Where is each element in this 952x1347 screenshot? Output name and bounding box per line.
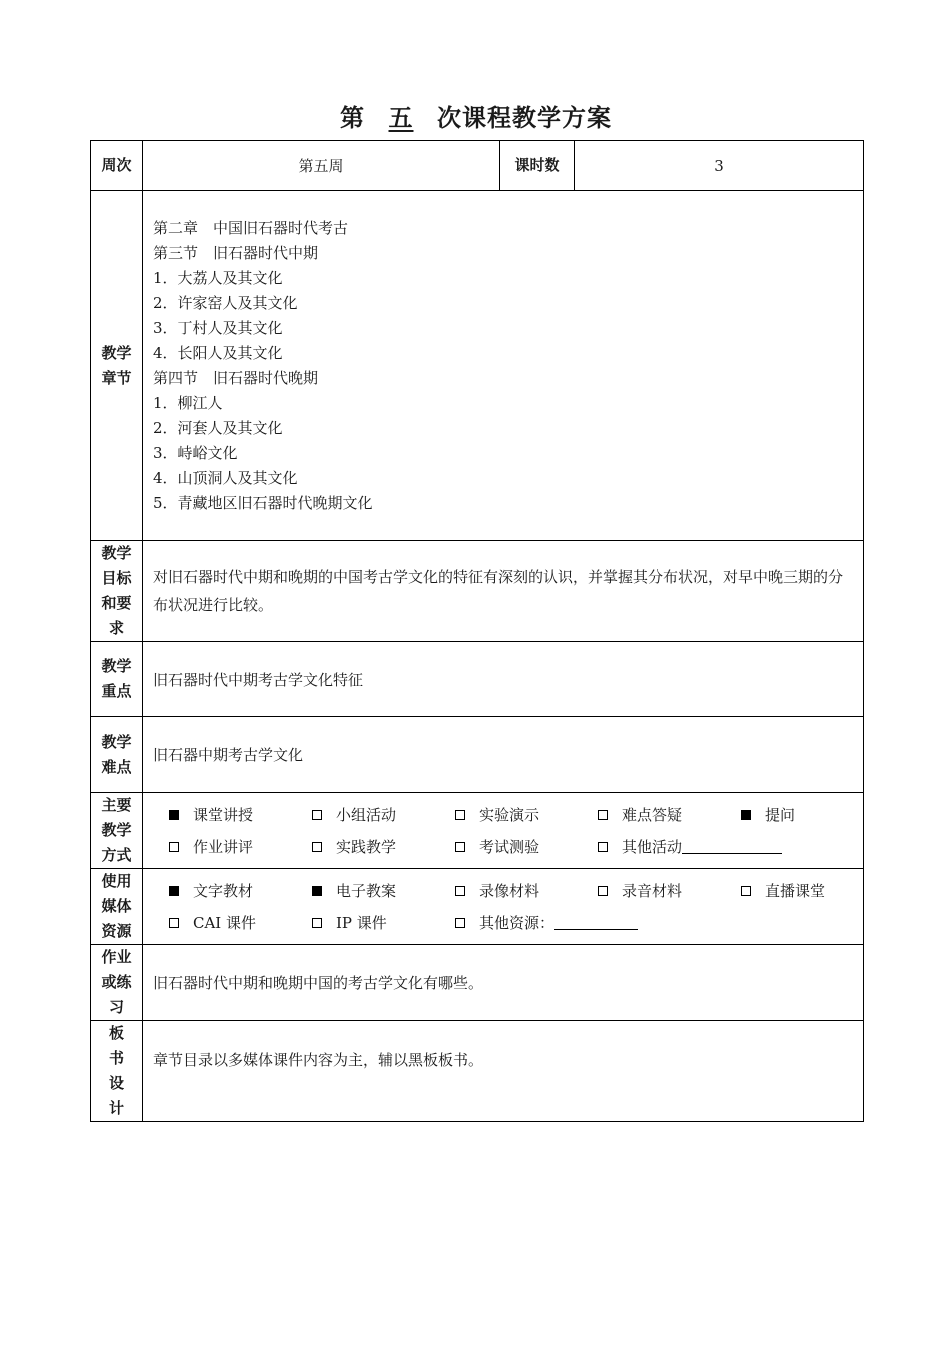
checkbox-icon[interactable] bbox=[312, 842, 322, 852]
chapter-line: 2．河套人及其文化 bbox=[153, 418, 283, 437]
goals-label-line: 目标 bbox=[101, 569, 132, 587]
difficulties-label bbox=[91, 717, 143, 793]
chapter-line: 5．青藏地区旧石器时代晚期文化 bbox=[153, 493, 373, 512]
chapter-list bbox=[153, 216, 855, 516]
method-option-questions[interactable] bbox=[741, 804, 795, 825]
option-label: 文字教材 bbox=[193, 882, 254, 900]
board-label-line: 计 bbox=[108, 1099, 124, 1117]
media-options bbox=[143, 869, 864, 945]
homework-label bbox=[91, 945, 143, 1021]
checkbox-icon[interactable] bbox=[598, 810, 608, 820]
goals-label-line: 求 bbox=[108, 619, 124, 637]
media-label-line: 使用 bbox=[101, 872, 132, 890]
other-resources-blank[interactable] bbox=[554, 915, 638, 930]
methods-options bbox=[143, 793, 864, 869]
media-option-ip[interactable] bbox=[312, 912, 455, 933]
methods-row-2 bbox=[169, 831, 855, 863]
chapters-label bbox=[91, 191, 143, 541]
option-label: CAI 课件 bbox=[193, 914, 257, 932]
title-suffix: 次课程教学方案 bbox=[437, 104, 612, 132]
chapters-row bbox=[91, 191, 864, 541]
checkbox-icon[interactable] bbox=[455, 886, 465, 896]
key-points-row bbox=[91, 642, 864, 717]
other-activity-blank[interactable] bbox=[682, 839, 782, 854]
chapter-line: 2．许家窑人及其文化 bbox=[153, 293, 298, 312]
chapter-line: 1．大荔人及其文化 bbox=[153, 268, 283, 287]
method-option-exam[interactable] bbox=[455, 836, 598, 857]
media-label-line: 媒体 bbox=[101, 897, 132, 915]
option-label: 考试测验 bbox=[479, 838, 540, 856]
chapter-line: 第二章 中国旧石器时代考古 bbox=[153, 218, 349, 237]
page-title bbox=[0, 98, 952, 133]
methods-label-line: 主要 bbox=[101, 796, 132, 814]
methods-label-line: 方式 bbox=[101, 846, 132, 864]
goals-label bbox=[91, 541, 143, 642]
week-row bbox=[91, 141, 864, 191]
chapters-label-line: 教学 bbox=[101, 343, 132, 362]
method-option-group[interactable] bbox=[312, 804, 455, 825]
week-value: 第五周 bbox=[143, 141, 500, 191]
method-option-homework-review[interactable] bbox=[169, 836, 312, 857]
checkbox-icon[interactable] bbox=[169, 886, 179, 896]
board-label-line: 设 bbox=[108, 1074, 124, 1092]
media-label-line: 资源 bbox=[101, 922, 132, 940]
difficulties-label-line: 难点 bbox=[101, 757, 132, 776]
homework-label-line: 或练 bbox=[101, 973, 132, 991]
option-label: 提问 bbox=[765, 806, 796, 824]
key-points-text: 旧石器时代中期考古学文化特征 bbox=[143, 642, 864, 717]
chapter-line: 3．峙峪文化 bbox=[153, 443, 238, 462]
chapter-line: 第四节 旧石器时代晚期 bbox=[153, 368, 319, 387]
checkbox-icon[interactable] bbox=[455, 810, 465, 820]
chapters-content bbox=[143, 191, 864, 541]
board-text: 章节目录以多媒体课件内容为主，辅以黑板板书。 bbox=[143, 1021, 864, 1122]
media-option-e-plan[interactable] bbox=[312, 880, 455, 901]
homework-label-line: 习 bbox=[108, 998, 124, 1016]
board-label-line: 书 bbox=[108, 1049, 124, 1067]
title-prefix: 第 bbox=[340, 104, 365, 132]
media-option-audio[interactable] bbox=[598, 880, 741, 901]
media-row bbox=[91, 869, 864, 945]
option-label: 小组活动 bbox=[336, 806, 397, 824]
option-label: 难点答疑 bbox=[622, 806, 683, 824]
goals-label-line: 和要 bbox=[101, 594, 132, 612]
option-label: 其他资源： bbox=[479, 914, 555, 932]
media-option-textbook[interactable] bbox=[169, 880, 312, 901]
media-option-other[interactable] bbox=[455, 912, 638, 933]
option-label: IP 课件 bbox=[336, 914, 387, 932]
chapters-label-line: 章节 bbox=[101, 368, 132, 387]
board-label-line: 板 bbox=[108, 1024, 124, 1042]
title-number: 五 bbox=[388, 104, 414, 132]
option-label: 录像材料 bbox=[479, 882, 540, 900]
key-points-label-line: 教学 bbox=[101, 657, 132, 675]
homework-label-line: 作业 bbox=[101, 948, 132, 966]
media-label bbox=[91, 869, 143, 945]
method-option-lecture[interactable] bbox=[169, 804, 312, 825]
hours-label: 课时数 bbox=[500, 141, 575, 191]
homework-row bbox=[91, 945, 864, 1021]
option-label: 实验演示 bbox=[479, 806, 540, 824]
method-option-practice[interactable] bbox=[312, 836, 455, 857]
key-points-label bbox=[91, 642, 143, 717]
checkbox-icon[interactable] bbox=[169, 842, 179, 852]
checkbox-icon[interactable] bbox=[598, 842, 608, 852]
board-row bbox=[91, 1021, 864, 1122]
method-option-other[interactable] bbox=[598, 836, 782, 857]
checkbox-icon[interactable] bbox=[169, 810, 179, 820]
chapter-line: 4．山顶洞人及其文化 bbox=[153, 468, 298, 487]
option-label: 实践教学 bbox=[336, 838, 397, 856]
checkbox-icon[interactable] bbox=[455, 842, 465, 852]
media-row-2 bbox=[169, 907, 855, 939]
media-option-video[interactable] bbox=[455, 880, 598, 901]
hours-value: 3 bbox=[575, 141, 864, 191]
option-label: 直播课堂 bbox=[765, 882, 826, 900]
checkbox-icon[interactable] bbox=[312, 918, 322, 928]
option-label: 其他活动 bbox=[622, 838, 683, 856]
option-label: 录音材料 bbox=[622, 882, 683, 900]
homework-text: 旧石器时代中期和晚期中国的考古学文化有哪些。 bbox=[143, 945, 864, 1021]
goals-row bbox=[91, 541, 864, 642]
checkbox-icon[interactable] bbox=[741, 810, 751, 820]
method-option-demo[interactable] bbox=[455, 804, 598, 825]
goals-text: 对旧石器时代中期和晚期的中国考古学文化的特征有深刻的认识，并掌握其分布状况，对早中晚三期的分布状况进行比较。 bbox=[143, 541, 864, 642]
chapter-line: 第三节 旧石器时代中期 bbox=[153, 243, 319, 262]
option-label: 电子教案 bbox=[336, 882, 397, 900]
methods-row-1 bbox=[169, 799, 855, 831]
checkbox-icon[interactable] bbox=[312, 886, 322, 896]
chapter-line: 1．柳江人 bbox=[153, 393, 223, 412]
method-option-qa[interactable] bbox=[598, 804, 741, 825]
checkbox-icon[interactable] bbox=[455, 918, 465, 928]
goals-label-line: 教学 bbox=[101, 544, 132, 562]
chapter-line: 3．丁村人及其文化 bbox=[153, 318, 283, 337]
difficulties-label-line: 教学 bbox=[101, 732, 132, 751]
methods-row bbox=[91, 793, 864, 869]
lesson-plan-table bbox=[90, 140, 864, 1122]
option-label: 作业讲评 bbox=[193, 838, 254, 856]
media-option-live[interactable] bbox=[741, 880, 825, 901]
checkbox-icon[interactable] bbox=[741, 886, 751, 896]
checkbox-icon[interactable] bbox=[598, 886, 608, 896]
board-label bbox=[91, 1021, 143, 1122]
media-option-cai[interactable] bbox=[169, 912, 312, 933]
week-label: 周次 bbox=[91, 141, 143, 191]
checkbox-icon[interactable] bbox=[312, 810, 322, 820]
media-row-1 bbox=[169, 875, 855, 907]
option-label: 课堂讲授 bbox=[193, 806, 254, 824]
difficulties-row bbox=[91, 717, 864, 793]
methods-label bbox=[91, 793, 143, 869]
difficulties-text: 旧石器中期考古学文化 bbox=[143, 717, 864, 793]
chapter-line: 4．长阳人及其文化 bbox=[153, 343, 283, 362]
methods-label-line: 教学 bbox=[101, 821, 132, 839]
key-points-label-line: 重点 bbox=[101, 682, 132, 700]
checkbox-icon[interactable] bbox=[169, 918, 179, 928]
